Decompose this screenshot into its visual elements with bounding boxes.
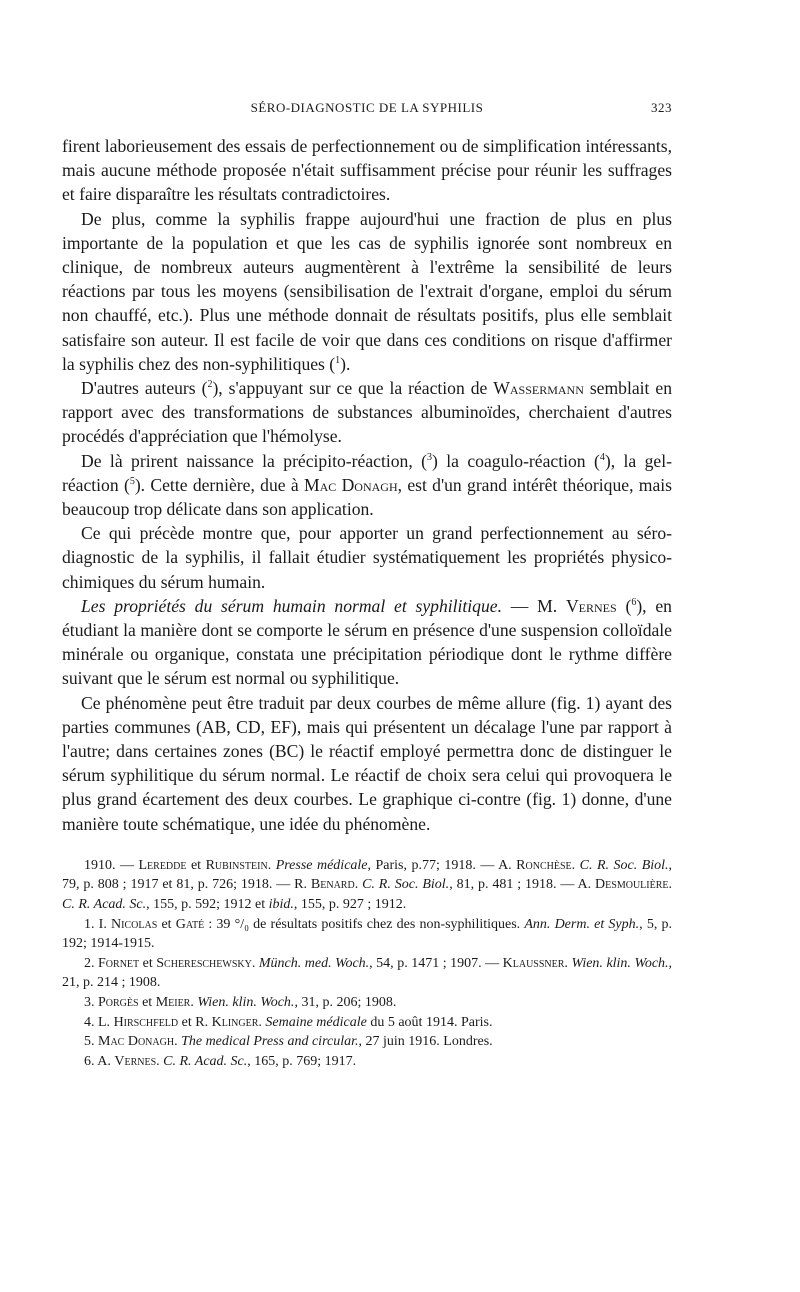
footnote-ref-3[interactable]: 3 (427, 451, 432, 463)
running-title: SÉRO-DIAGNOSTIC DE LA SYPHILIS (250, 100, 484, 115)
footnote-ref-6[interactable]: 6 (631, 597, 637, 608)
running-header (62, 100, 672, 122)
footnote-1: 1. I. Nicolas et Gaté : 39 °/₀ de résultats positifs chez des non-syphilitiques. Ann. Derm. et Syph., 5, p. 192; 1914-1915. (62, 916, 672, 952)
author-name: Mac Donagh (303, 474, 398, 495)
footnote-6: 6. A. Vernes. C. R. Acad. Sc., 165, p. 769; 1917. (84, 1053, 357, 1069)
footnote-2: 2. Fornet et Schereschewsky. Münch. med. Woch., 54, p. 1471 ; 1907. — Klaussner. Wien. klin. Woch., 21, p. 214 ; 1908. (62, 955, 673, 991)
footnote-5: 5. Mac Donagh. The medical Press and circular., 27 juin 1916. Londres. (84, 1034, 493, 1050)
author-name: Wassermann (493, 378, 584, 399)
footnotes (62, 856, 672, 1072)
paragraph-3: D'autres auteurs ($^2$), s'appuyant sur ce que la réaction de Wassermann semblait en rapport avec des transformations de substances albuminoïdes, cherchaient d'autres procédés d'appréciation que l'hémolyse. (62, 378, 672, 447)
paragraph-1: firent laborieusement des essais de perfectionnement ou de simplification intéressants, mais aucune méthode proposée n'était suffisamment précise pour réunir les suffrages et faire disparaître les résultats contradictoires. (62, 136, 672, 205)
page-number: 323 (651, 100, 672, 115)
body-text (62, 134, 672, 836)
author-name: Vernes (565, 595, 617, 616)
footnote-continuation: 1910. — Leredde et Rubinstein. Presse médicale, Paris, p.77; 1918. — A. Ronchèse. C. R. Soc. Biol., 79, p. 808 ; 1917 et 81, p. 726; 1918. — R. Benard. C. R. Soc. Biol., 81, p. 481 ; 1918. — A. Desmoulière. C. R. Acad. Sc., 155, p. 592; 1912 et ibid., 155, p. 927 ; 1912. (62, 857, 673, 913)
footnote-ref-4[interactable]: 4 (599, 451, 605, 463)
paragraph-6: Les propriétés du sérum humain normal et syphilitique. — M. Vernes ($^6$), en étudiant la manière dont se comporte le sérum en présence d'une suspension colloïdale minérale ou organique, constata une précipitation périodique dont le rythme diffère suivant que le sérum est normal ou syphilitique. (62, 595, 672, 689)
paragraph-2: De plus, comme la syphilis frappe aujourd'hui une fraction de plus en plus importante de la population et que les cas de syphilis ignorée sont nombreux en clinique, de nombreux auteurs augmentèrent à l'extrême la sensibilité de leurs réactions par tous les moyens (sensibilisation de l'extrait d'organe, emploi du sérum non chauffé, etc.). Plus une méthode donnait de résultats positifs, plus elle semblait satisfaire son auteur. Il est facile de voir que dans ces conditions on risque d'affirmer la syphilis chez des non-syphilitiques ($^1$). (62, 208, 672, 374)
paragraph-4: De là prirent naissance la précipito-réaction, ($^3$) la coagulo-réaction ($^4$), la gel-réaction ($^5$). Cette dernière, due à Mac Donagh, est d'un grand intérêt théorique, mais beaucoup trop délicate dans son application. (62, 450, 672, 520)
paragraph-7: Ce phénomène peut être traduit par deux courbes de même allure (fig. 1) ayant des parties communes (AB, CD, EF), mais qui présentent un décalage l'une par rapport à l'autre; dans certaines zones (BC) le réactif employé permettra donc de distinguer le sérum syphilitique du sérum normal. Le réactif de choix sera celui qui provoquera le plus grand écartement des deux courbes. Le graphique ci-contre (fig. 1) donne, d'une manière toute schématique, une idée du phénomène. (62, 692, 672, 834)
section-heading: Les propriétés du sérum humain normal et syphilitique. (81, 595, 502, 616)
paragraph-5: Ce qui précède montre que, pour apporter un grand perfectionnement au séro-diagnostic de la syphilis, il fallait étudier systématiquement les propriétés physico-chimiques du sérum humain. (62, 523, 672, 592)
footnote-4: 4. L. Hirschfeld et R. Klinger. Semaine médicale du 5 août 1914. Paris. (84, 1014, 493, 1030)
footnote-ref-5[interactable]: 5 (129, 475, 135, 487)
page (62, 100, 672, 1071)
footnote-ref-1[interactable]: 1 (335, 354, 341, 366)
footnote-3: 3. Porgès et Meier. Wien. klin. Woch., 31, p. 206; 1908. (84, 995, 397, 1011)
footnote-ref-2[interactable]: 2 (207, 379, 213, 391)
